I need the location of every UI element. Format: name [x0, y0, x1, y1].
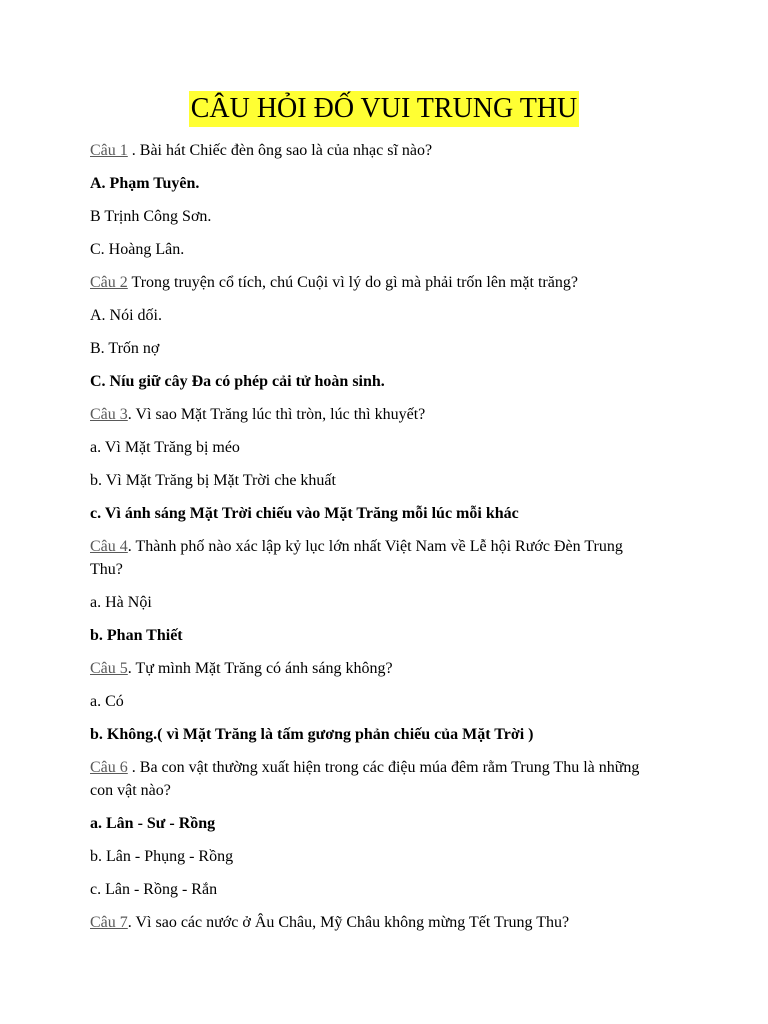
line-spacer: [90, 360, 650, 370]
question-line: [90, 657, 650, 680]
answer-line: a. Hà Nội: [90, 594, 152, 611]
line-spacer: [90, 228, 650, 238]
answer-line-correct: b. Không.( vì Mặt Trăng là tấm gương phản chiếu của Mặt Trời ): [90, 726, 534, 743]
line-spacer: [90, 835, 650, 845]
answer-line: a. Vì Mặt Trăng bị méo: [90, 439, 240, 456]
question-line: [90, 756, 650, 802]
question-label: Câu 4: [90, 538, 128, 555]
line-spacer: [90, 680, 650, 690]
line-spacer: [90, 614, 650, 624]
line-spacer: [90, 713, 650, 723]
line-spacer: [90, 426, 650, 436]
question-label: Câu 1: [90, 142, 128, 159]
question-label: Câu 6: [90, 759, 128, 776]
question-label: Câu 2: [90, 274, 128, 291]
line-spacer: [90, 327, 650, 337]
line-spacer: [90, 647, 650, 657]
title-container: [0, 91, 768, 127]
answer-line: c. Lân - Rồng - Rắn: [90, 881, 218, 898]
answer-line: A. Nói dối.: [90, 307, 162, 324]
answer-line-correct: c. Vì ánh sáng Mặt Trời chiếu vào Mặt Trăng mỗi lúc mỗi khác: [90, 505, 519, 522]
answer-line-correct: b. Phan Thiết: [90, 627, 183, 644]
line-spacer: [90, 261, 650, 271]
line-spacer: [90, 802, 650, 812]
question-label: Câu 3: [90, 406, 128, 423]
answer-line: a. Có: [90, 693, 124, 710]
answer-line: B. Trốn nợ: [90, 340, 160, 357]
line-spacer: [90, 525, 650, 535]
answer-line: B Trịnh Công Sơn.: [90, 208, 212, 225]
line-spacer: [90, 492, 650, 502]
question-text: . Vì sao Mặt Trăng lúc thì tròn, lúc thì khuyết?: [127, 406, 426, 423]
question-text: Trong truyện cổ tích, chú Cuội vì lý do gì mà phải trốn lên mặt trăng?: [127, 274, 578, 291]
question-line: [90, 535, 650, 581]
answer-line-correct: A. Phạm Tuyên.: [90, 175, 200, 192]
question-line: [90, 403, 650, 426]
question-text: . Vì sao các nước ở Âu Châu, Mỹ Châu không mừng Tết Trung Thu?: [127, 914, 570, 931]
question-text: . Thành phố nào xác lập kỷ lục lớn nhất Việt Nam về Lễ hội Rước Đèn Trung Thu?: [90, 538, 623, 578]
line-spacer: [90, 195, 650, 205]
question-label: Câu 7: [90, 914, 128, 931]
question-text: . Ba con vật thường xuất hiện trong các điệu múa đêm rằm Trung Thu là những con vật nào?: [90, 759, 640, 799]
question-text: . Bài hát Chiếc đèn ông sao là của nhạc sĩ nào?: [127, 142, 433, 159]
line-spacer: [90, 162, 650, 172]
question-line: [90, 271, 650, 294]
answer-line: b. Vì Mặt Trăng bị Mặt Trời che khuất: [90, 472, 336, 489]
answer-line-correct: a. Lân - Sư - Rồng: [90, 815, 216, 832]
question-label: Câu 5: [90, 660, 128, 677]
line-spacer: [90, 393, 650, 403]
question-line: [90, 139, 650, 162]
line-spacer: [90, 868, 650, 878]
answer-line: C. Hoàng Lân.: [90, 241, 185, 258]
line-spacer: [90, 459, 650, 469]
answer-line-correct: C. Níu giữ cây Đa có phép cải tử hoàn sinh.: [90, 373, 385, 390]
quiz-content: [90, 139, 650, 944]
line-spacer: [90, 934, 650, 944]
line-spacer: [90, 746, 650, 756]
answer-line: b. Lân - Phụng - Rồng: [90, 848, 234, 865]
question-line: [90, 911, 650, 934]
line-spacer: [90, 581, 650, 591]
line-spacer: [90, 901, 650, 911]
question-text: . Tự mình Mặt Trăng có ánh sáng không?: [127, 660, 393, 677]
page-title: CÂU HỎI ĐỐ VUI TRUNG THU: [189, 91, 580, 127]
line-spacer: [90, 294, 650, 304]
